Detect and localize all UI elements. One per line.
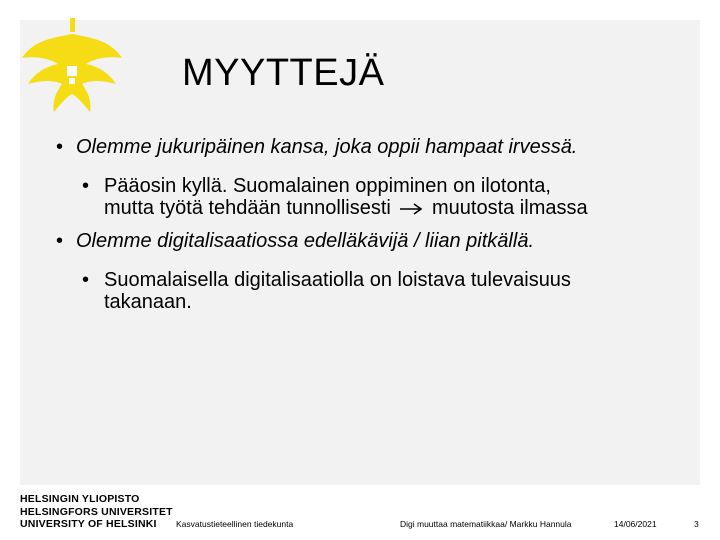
- footer-page-number: 3: [694, 519, 699, 529]
- bullet-marker: •: [56, 230, 64, 252]
- sub-bullet-text: muutosta ilmassa: [431, 197, 588, 219]
- sub-bullet-line: Suomalaisella digitalisaatiolla on loistava tulevaisuus: [104, 269, 571, 291]
- bullet-marker: •: [56, 136, 64, 158]
- sub-bullet-line: Pääosin kyllä. Suomalainen oppiminen on ilotonta,: [104, 175, 551, 197]
- sub-bullet-line: [104, 197, 696, 219]
- footer-date: 14/06/2021: [614, 519, 657, 529]
- university-name-sv: HELSINGFORS UNIVERSITET: [20, 505, 173, 518]
- arrow-right-icon: [398, 202, 424, 216]
- slide-title: MYYTTEJÄ: [182, 52, 385, 94]
- university-name-en: UNIVERSITY OF HELSINKI: [20, 518, 157, 530]
- sub-bullet-line: takanaan.: [104, 291, 192, 313]
- bullet-marker: •: [82, 269, 90, 291]
- bullet-item: [56, 229, 696, 253]
- footer-faculty: Kasvatustieteellinen tiedekunta: [176, 519, 294, 529]
- university-name-fi: HELSINGIN YLIOPISTO: [20, 493, 140, 505]
- sub-bullet-text: mutta työtä tehdään tunnollisesti: [104, 197, 391, 219]
- bullet-text: Olemme digitalisaatiossa edelläkävijä / liian pitkällä.: [76, 230, 534, 252]
- sub-bullet-item: [82, 175, 696, 219]
- bullet-list: [56, 135, 696, 313]
- bullet-item: [56, 135, 696, 159]
- flame-logo-icon: [22, 18, 132, 118]
- bullet-marker: •: [82, 175, 90, 197]
- sub-bullet-item: [82, 269, 696, 313]
- university-wordmark: [20, 493, 173, 531]
- footer-presentation: Digi muuttaa matematiikkaa/ Markku Hannula: [400, 519, 572, 529]
- bullet-text: Olemme jukuripäinen kansa, joka oppii hampaat irvessä.: [76, 136, 578, 158]
